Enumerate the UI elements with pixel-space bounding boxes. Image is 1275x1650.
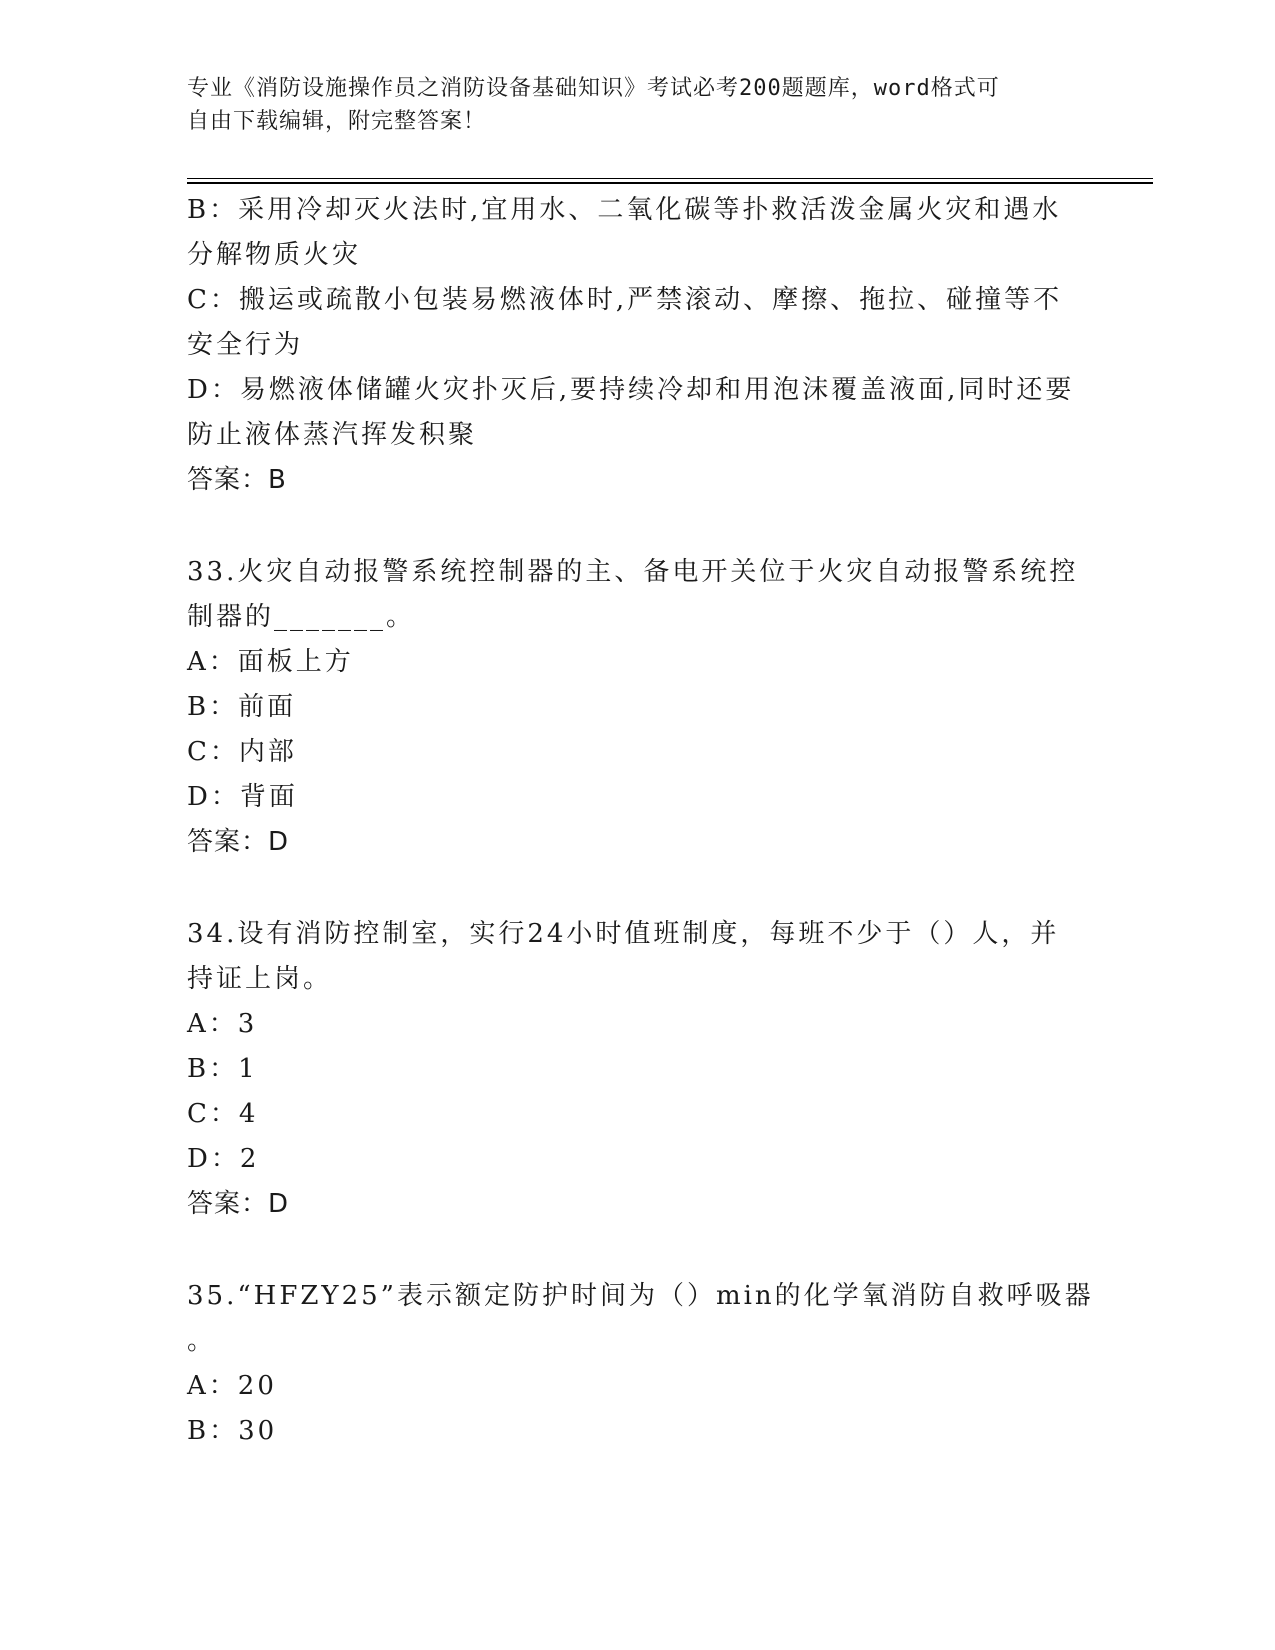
header-title-line-1: 专业《消防设施操作员之消防设备基础知识》考试必考200题题库，word格式可 — [187, 76, 1000, 101]
option-b-line-1: B：采用冷却灭火法时,宜用水、二氧化碳等扑救活泼金属火灾和遇水 — [187, 195, 1062, 225]
option-d-line-2: 防止液体蒸汽挥发积聚 — [187, 420, 478, 450]
question-stem-line-1: 33.火灾自动报警系统控制器的主、备电开关位于火灾自动报警系统控 — [187, 557, 1079, 587]
option-c-line-2: 安全行为 — [187, 330, 304, 360]
question-stem-line-1: 34.设有消防控制室，实行24小时值班制度，每班不少于（）人，并 — [187, 919, 1060, 949]
spacer — [187, 865, 1077, 912]
header-title-line-2: 自由下载编辑，附完整答案！ — [187, 109, 487, 134]
option-b: B：30 — [187, 1416, 278, 1446]
option-a: A：20 — [187, 1371, 277, 1401]
option-c: C：4 — [187, 1099, 259, 1129]
option-d: D：背面 — [187, 782, 298, 812]
spacer — [187, 503, 1077, 550]
page-header — [187, 72, 1067, 138]
option-c: C：内部 — [187, 737, 297, 767]
answer-label: 答案：D — [187, 1189, 290, 1219]
option-a: A：面板上方 — [187, 647, 354, 677]
option-d-line-1: D：易燃液体储罐火灾扑灭后,要持续冷却和用泡沫覆盖液面,同时还要 — [187, 375, 1075, 405]
question-35-block — [187, 1274, 1094, 1454]
question-content — [187, 188, 1094, 1454]
option-b: B：1 — [187, 1054, 258, 1084]
answer-label: 答案：B — [187, 465, 287, 495]
previous-question-block — [187, 188, 1077, 503]
question-stem-line-2: 持证上岗。 — [187, 964, 333, 994]
option-b: B：前面 — [187, 692, 297, 722]
question-33-block — [187, 550, 1077, 865]
option-a: A：3 — [187, 1009, 258, 1039]
question-stem-line-2: 制器的_______。 — [187, 602, 416, 632]
option-b-line-2: 分解物质火灾 — [187, 240, 362, 270]
question-34-block — [187, 912, 1077, 1227]
option-d: D：2 — [187, 1144, 260, 1174]
question-stem-line-1: 35.“HFZY25”表示额定防护时间为（）min的化学氧消防自救呼吸器 — [187, 1281, 1094, 1311]
question-stem-line-2: 。 — [187, 1326, 217, 1356]
spacer — [187, 1227, 1077, 1274]
answer-label: 答案：D — [187, 827, 290, 857]
header-divider-thin — [187, 178, 1153, 179]
option-c-line-1: C：搬运或疏散小包装易燃液体时,严禁滚动、摩擦、拖拉、碰撞等不 — [187, 285, 1063, 315]
header-divider-thick — [187, 182, 1153, 184]
